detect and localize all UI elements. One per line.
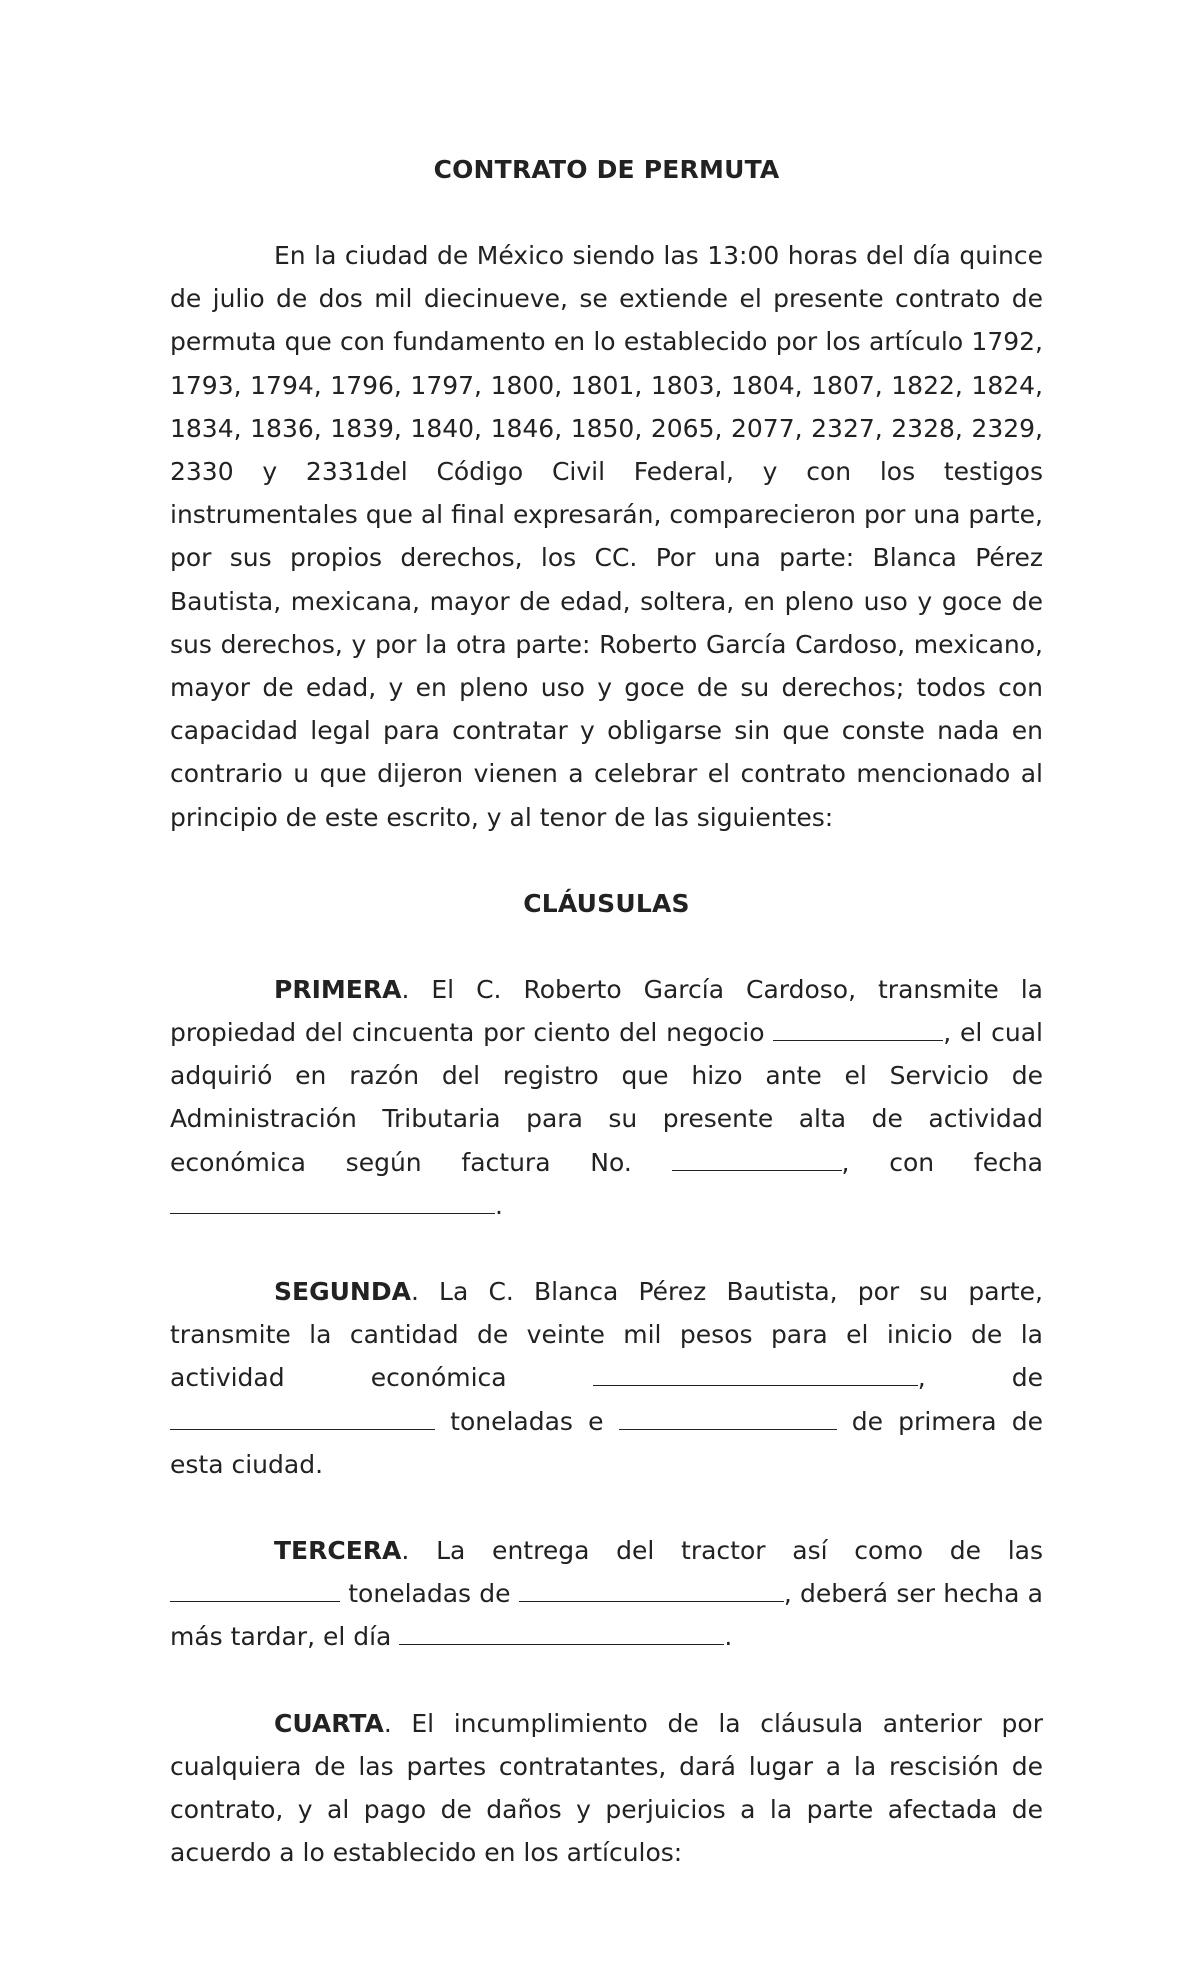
document-title: CONTRATO DE PERMUTA	[433, 155, 780, 184]
clause-tercera	[170, 1529, 1043, 1659]
blank-fecha	[170, 1191, 495, 1214]
blank-cantidad	[170, 1407, 435, 1430]
clause-cuarta-text-1: . El incumplimiento de la cláusula anterior por cualquiera de las partes contratantes, dará lugar a la rescisión de contrato, y al pago de daños y perjuicios a la parte afectada de acuerdo a lo establecido en los artículos:	[170, 1708, 1043, 1868]
clause-segunda-text-3: toneladas e	[435, 1406, 619, 1436]
clause-primera-text-4: .	[495, 1190, 503, 1220]
clause-primera-text-3: , con fecha	[841, 1147, 1043, 1177]
blank-toneladas	[170, 1579, 340, 1602]
clause-tercera-label: TERCERA	[274, 1536, 402, 1566]
document-body	[170, 148, 1043, 1875]
blank-factura	[672, 1148, 842, 1171]
clause-tercera-text-4: .	[724, 1622, 733, 1652]
clause-segunda-label: SEGUNDA	[274, 1277, 411, 1307]
clause-primera-label: PRIMERA	[274, 974, 402, 1004]
blank-negocio	[773, 1018, 943, 1041]
clause-primera	[170, 968, 1043, 1227]
blank-dia	[399, 1622, 724, 1645]
blank-producto	[619, 1407, 837, 1430]
clause-tercera-text-1: . La entrega del tractor así como de las	[401, 1536, 1043, 1566]
intro-paragraph: En la ciudad de México siendo las 13:00 horas del día quince de julio de dos mil diecinueve, se extiende el presente contrato de permuta que con fundamento en lo establecido por los artículo 1792, 1793, 1794, 1796, 1797, 1800, 1801, 1803, 1804, 1807, 1822, 1824, 1834, 1836, 1839, 1840, 1846, 1850, 2065, 2077, 2327, 2328, 2329, 2330 y 2331del Código Civil Federal, y con los testigos instrumentales que al final expresarán, comparecieron por una parte, por sus propios derechos, los CC. Por una parte: Blanca Pérez Bautista, mexicana, mayor de edad, soltera, en pleno uso y goce de sus derechos, y por la otra parte: Roberto García Cardoso, mexicano, mayor de edad, y en pleno uso y goce de su derechos; todos con capacidad legal para contratar y obligarse sin que conste nada en contrario u que dijeron vienen a celebrar el contrato mencionado al principio de este escrito, y al tenor de las siguientes:	[170, 241, 1043, 832]
clause-tercera-text-3: , deberá ser hecha a más tardar, el día	[170, 1579, 1043, 1652]
clause-segunda-text-2: , de	[917, 1363, 1043, 1393]
blank-tipo	[519, 1579, 784, 1602]
clause-primera-text-2: , el cual adquirió en razón del registro que hizo ante el Servicio de Administración Tributaria para su presente alta de actividad económica según factura No.	[170, 1018, 1043, 1177]
clauses-heading: CLÁUSULAS	[523, 888, 690, 918]
clause-segunda-text-4: de primera de esta ciudad.	[170, 1406, 1044, 1479]
clause-cuarta	[170, 1702, 1043, 1875]
clause-tercera-text-2: toneladas de	[340, 1579, 519, 1609]
clause-segunda	[170, 1270, 1043, 1486]
blank-actividad	[593, 1363, 918, 1386]
clause-cuarta-label: CUARTA	[274, 1708, 384, 1738]
clause-primera-text-1: . El C. Roberto García Cardoso, transmite la propiedad del cincuenta por ciento del negocio	[170, 974, 1043, 1048]
clause-segunda-text-1: . La C. Blanca Pérez Bautista, por su parte, transmite la cantidad de veinte mil pesos para el inicio de la actividad económica	[170, 1277, 1043, 1393]
